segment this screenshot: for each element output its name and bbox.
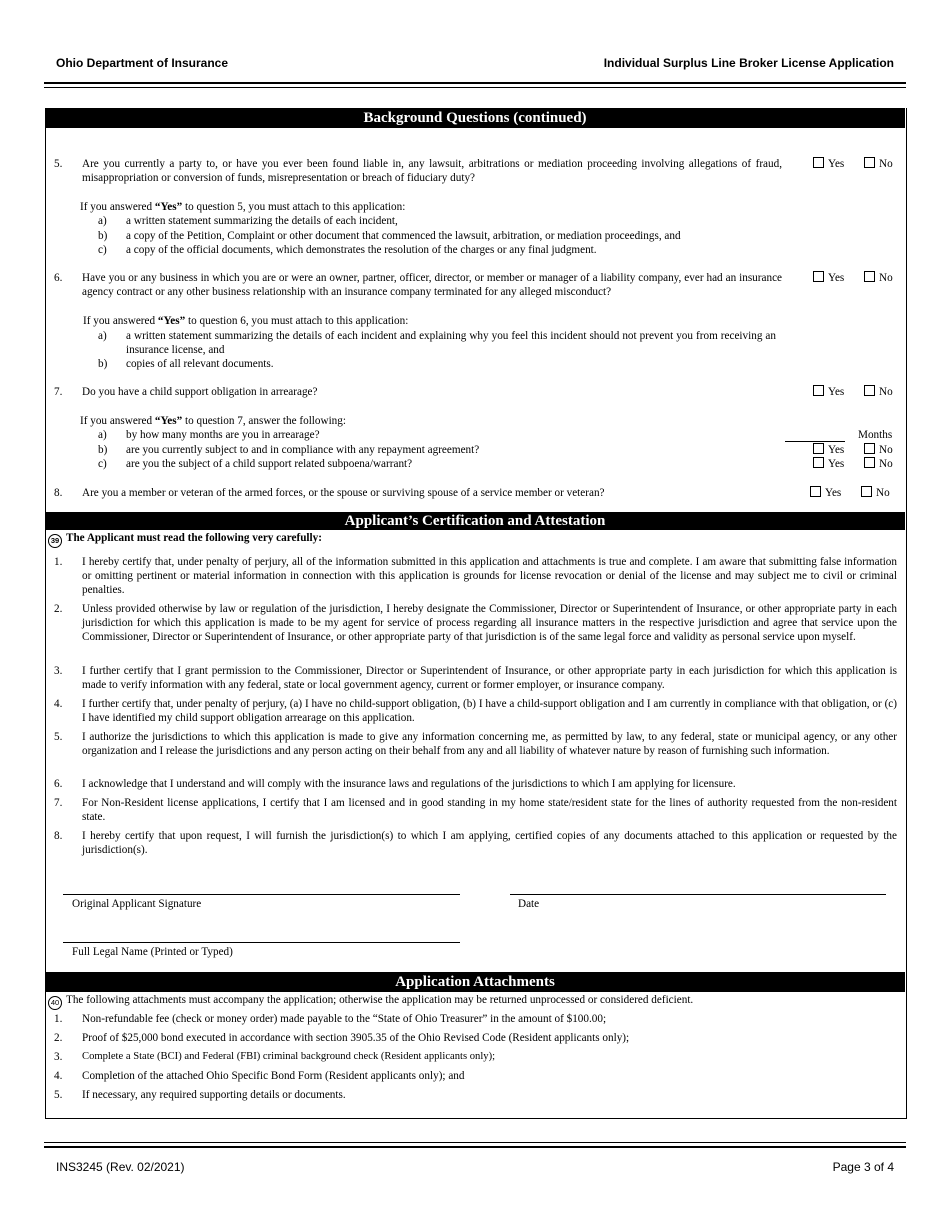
attachment-number: 2. xyxy=(54,1032,63,1044)
yes-label: Yes xyxy=(825,487,842,499)
cert-item-8: I hereby certify that upon request, I will furnish the jurisdiction(s) to which I am applying, certified copies of any documents attached to this application or requested by the jurisdiction(s). xyxy=(82,830,897,857)
no-label: No xyxy=(879,272,893,284)
header-rule xyxy=(44,82,906,88)
instruction-text: If you answered xyxy=(80,415,155,427)
no-label: No xyxy=(879,458,893,470)
yes-emphasis: “Yes” xyxy=(154,415,183,427)
cert-number: 6. xyxy=(54,778,63,790)
question-8-text: Are you a member or veteran of the armed forces, or the spouse or surviving spouse of a service member or veteran? xyxy=(82,487,605,499)
q7-item-a: by how many months are you in arrearage? xyxy=(126,429,320,441)
q7-no-option[interactable] xyxy=(864,385,893,399)
q6-no-option[interactable] xyxy=(864,271,893,285)
q6-yes-checkbox[interactable] xyxy=(813,271,824,282)
q6-item-a: a written statement summarizing the details of each incident and explaining why you feel this incident should not prevent you from receiving an insurance license, and xyxy=(126,330,776,357)
section-title-background: Background Questions (continued) xyxy=(45,108,905,128)
question-number: 7. xyxy=(54,386,63,398)
attachment-item-1: Non-refundable fee (check or money order) made payable to the “State of Ohio Treasurer” in the amount of $100.00; xyxy=(82,1013,607,1025)
question-5-text: Are you currently a party to, or have you ever been found liable in, any lawsuit, arbitrations or mediation proceeding involving allegations of fraud, misappropriation or conversion of funds, misrepresentation or breach of fiduciary duty? xyxy=(82,158,782,185)
q5-no-checkbox[interactable] xyxy=(864,157,875,168)
item-letter: a) xyxy=(98,330,107,342)
q7b-no-option[interactable] xyxy=(864,443,893,457)
form-title: Individual Surplus Line Broker License Application xyxy=(603,56,894,70)
instruction-text: If you answered xyxy=(83,315,158,327)
question-7-text: Do you have a child support obligation in arrearage? xyxy=(82,386,318,398)
instruction-text: The following attachments must accompany the application; otherwise the application may be returned unprocessed or considered deficient. xyxy=(66,994,694,1006)
department-name: Ohio Department of Insurance xyxy=(56,56,229,70)
months-label: Months xyxy=(858,429,893,441)
cert-number: 4. xyxy=(54,698,63,710)
item-letter: c) xyxy=(98,458,107,470)
q7-item-b: are you currently subject to and in compliance with any repayment agreement? xyxy=(126,444,480,456)
yes-label: Yes xyxy=(828,386,845,398)
certification-instruction xyxy=(48,531,322,548)
q7-no-checkbox[interactable] xyxy=(864,385,875,396)
q5-yes-checkbox[interactable] xyxy=(813,157,824,168)
step-number-badge: 39 xyxy=(48,534,62,548)
q7c-yes-checkbox[interactable] xyxy=(813,457,824,468)
cert-number: 3. xyxy=(54,665,63,677)
attachment-number: 1. xyxy=(54,1013,63,1025)
q8-no-checkbox[interactable] xyxy=(861,486,872,497)
q5-instruction xyxy=(80,200,405,214)
instruction-text: The Applicant must read the following very carefully: xyxy=(66,532,322,544)
signature-label: Original Applicant Signature xyxy=(72,898,202,910)
yes-label: Yes xyxy=(828,158,845,170)
q8-no-option[interactable] xyxy=(861,486,890,500)
cert-item-4: I further certify that, under penalty of perjury, (a) I have no child-support obligation, (b) I have a child-support obligation and I am currently in compliance with that obligation, or (c) I have identified my child support obligation arrearage on this application. xyxy=(82,698,897,725)
cert-number: 7. xyxy=(54,797,63,809)
question-number: 8. xyxy=(54,487,63,499)
q5-item-c: a copy of the official documents, which demonstrates the resolution of the charges or any final judgment. xyxy=(126,244,597,256)
cert-item-2: Unless provided otherwise by law or regulation of the jurisdiction, I hereby designate the Commissioner, Director or Superintendent of Insurance, or other appropriate party in each jurisdiction for which this application is made to be my agent for service of process regarding all insurance matters in the respective jurisdiction and agree that service upon the Commissioner, Director or Superintendent of Insurance, or other appropriate party of that jurisdiction is of the same legal force and validity as personal service upon myself. xyxy=(82,603,897,644)
full-name-label: Full Legal Name (Printed or Typed) xyxy=(72,946,233,958)
form-number: INS3245 (Rev. 02/2021) xyxy=(56,1160,185,1174)
section-title-certification: Applicant’s Certification and Attestation xyxy=(45,512,905,530)
cert-number: 2. xyxy=(54,603,63,615)
no-label: No xyxy=(879,158,893,170)
q7-yes-checkbox[interactable] xyxy=(813,385,824,396)
q7b-no-checkbox[interactable] xyxy=(864,443,875,454)
attachment-number: 3. xyxy=(54,1051,63,1063)
attachment-item-4: Completion of the attached Ohio Specific Bond Form (Resident applicants only); and xyxy=(82,1070,465,1082)
step-number-badge: 40 xyxy=(48,996,62,1010)
cert-item-7: For Non-Resident license applications, I certify that I am licensed and in good standing in my home state/resident state for the lines of authority requested from the non-resident state. xyxy=(82,797,897,824)
yes-label: Yes xyxy=(828,444,845,456)
yes-emphasis: “Yes” xyxy=(157,315,186,327)
item-letter: b) xyxy=(98,358,108,370)
question-number: 5. xyxy=(54,158,63,170)
q5-yes-option[interactable] xyxy=(813,157,844,171)
instruction-text: If you answered xyxy=(80,201,155,213)
cert-number: 8. xyxy=(54,830,63,842)
q8-yes-option[interactable] xyxy=(810,486,841,500)
attachments-instruction xyxy=(48,993,898,1010)
instruction-text: to question 7, answer the following: xyxy=(182,415,346,427)
yes-label: Yes xyxy=(828,458,845,470)
cert-item-3: I further certify that I grant permission to the Commissioner, Director or Superintendent of Insurance, or other appropriate party in each jurisdiction for which this application is made to verify information with any federal, state or local government agency, current or former employer, or insurance company. xyxy=(82,665,897,692)
item-letter: b) xyxy=(98,230,108,242)
attachment-number: 5. xyxy=(54,1089,63,1101)
date-label: Date xyxy=(518,898,540,910)
q7c-no-option[interactable] xyxy=(864,457,893,471)
q6-yes-option[interactable] xyxy=(813,271,844,285)
attachment-item-3: Complete a State (BCI) and Federal (FBI) criminal background check (Resident applicants only); xyxy=(82,1051,496,1062)
attachment-number: 4. xyxy=(54,1070,63,1082)
q5-item-b: a copy of the Petition, Complaint or other document that commenced the lawsuit, arbitration, or mediation proceedings, and xyxy=(126,230,681,242)
item-letter: b) xyxy=(98,444,108,456)
q6-no-checkbox[interactable] xyxy=(864,271,875,282)
q6-instruction xyxy=(83,314,408,328)
q7-item-c: are you the subject of a child support related subpoena/warrant? xyxy=(126,458,413,470)
item-letter: a) xyxy=(98,215,107,227)
no-label: No xyxy=(876,487,890,499)
item-letter: a) xyxy=(98,429,107,441)
signature-line[interactable] xyxy=(63,894,460,895)
q7b-yes-checkbox[interactable] xyxy=(813,443,824,454)
instruction-text: to question 6, you must attach to this application: xyxy=(185,315,409,327)
q7b-yes-option[interactable] xyxy=(813,443,844,457)
question-6-text: Have you or any business in which you are or were an owner, partner, officer, director, or member or manager of a liability company, ever had an insurance agency contract or any other business relationship with an insurance company terminated for any alleged misconduct? xyxy=(82,272,782,299)
full-name-line[interactable] xyxy=(63,942,460,943)
instruction-text: to question 5, you must attach to this application: xyxy=(182,201,406,213)
q7-yes-option[interactable] xyxy=(813,385,844,399)
q7-instruction xyxy=(80,414,346,428)
section-title-attachments: Application Attachments xyxy=(45,972,905,992)
no-label: No xyxy=(879,444,893,456)
q6-item-b: copies of all relevant documents. xyxy=(126,358,274,370)
yes-emphasis: “Yes” xyxy=(154,201,183,213)
item-letter: c) xyxy=(98,244,107,256)
q7c-no-checkbox[interactable] xyxy=(864,457,875,468)
attachment-item-2: Proof of $25,000 bond executed in accordance with section 3905.35 of the Ohio Revised Code (Resident applicants only); xyxy=(82,1032,630,1044)
question-number: 6. xyxy=(54,272,63,284)
attachment-item-5: If necessary, any required supporting details or documents. xyxy=(82,1089,346,1101)
cert-item-5: I authorize the jurisdictions to which this application is made to give any information concerning me, as permitted by law, to any federal, state or municipal agency, or any other organization and I release the jurisdictions and any person acting on their behalf from any and all liability of whatever nature by reason of furnishing such information. xyxy=(82,731,897,758)
footer-rule xyxy=(44,1142,906,1148)
yes-label: Yes xyxy=(828,272,845,284)
no-label: No xyxy=(879,386,893,398)
q5-no-option[interactable] xyxy=(864,157,893,171)
cert-number: 1. xyxy=(54,556,63,568)
date-line[interactable] xyxy=(510,894,886,895)
cert-item-1: I hereby certify that, under penalty of perjury, all of the information submitted in this application and attachments is true and complete. I am aware that submitting false information or omitting pertinent or material information in connection with this application is grounds for license revocation or denial of the license and may subject me to civil or criminal penalties. xyxy=(82,556,897,597)
cert-item-6: I acknowledge that I understand and will comply with the insurance laws and regulations of the jurisdictions to which I am applying for licensure. xyxy=(82,778,736,790)
months-input-line[interactable] xyxy=(785,441,845,442)
q5-item-a: a written statement summarizing the details of each incident, xyxy=(126,215,398,227)
cert-number: 5. xyxy=(54,731,63,743)
q8-yes-checkbox[interactable] xyxy=(810,486,821,497)
q7c-yes-option[interactable] xyxy=(813,457,844,471)
page-number: Page 3 of 4 xyxy=(832,1160,894,1174)
